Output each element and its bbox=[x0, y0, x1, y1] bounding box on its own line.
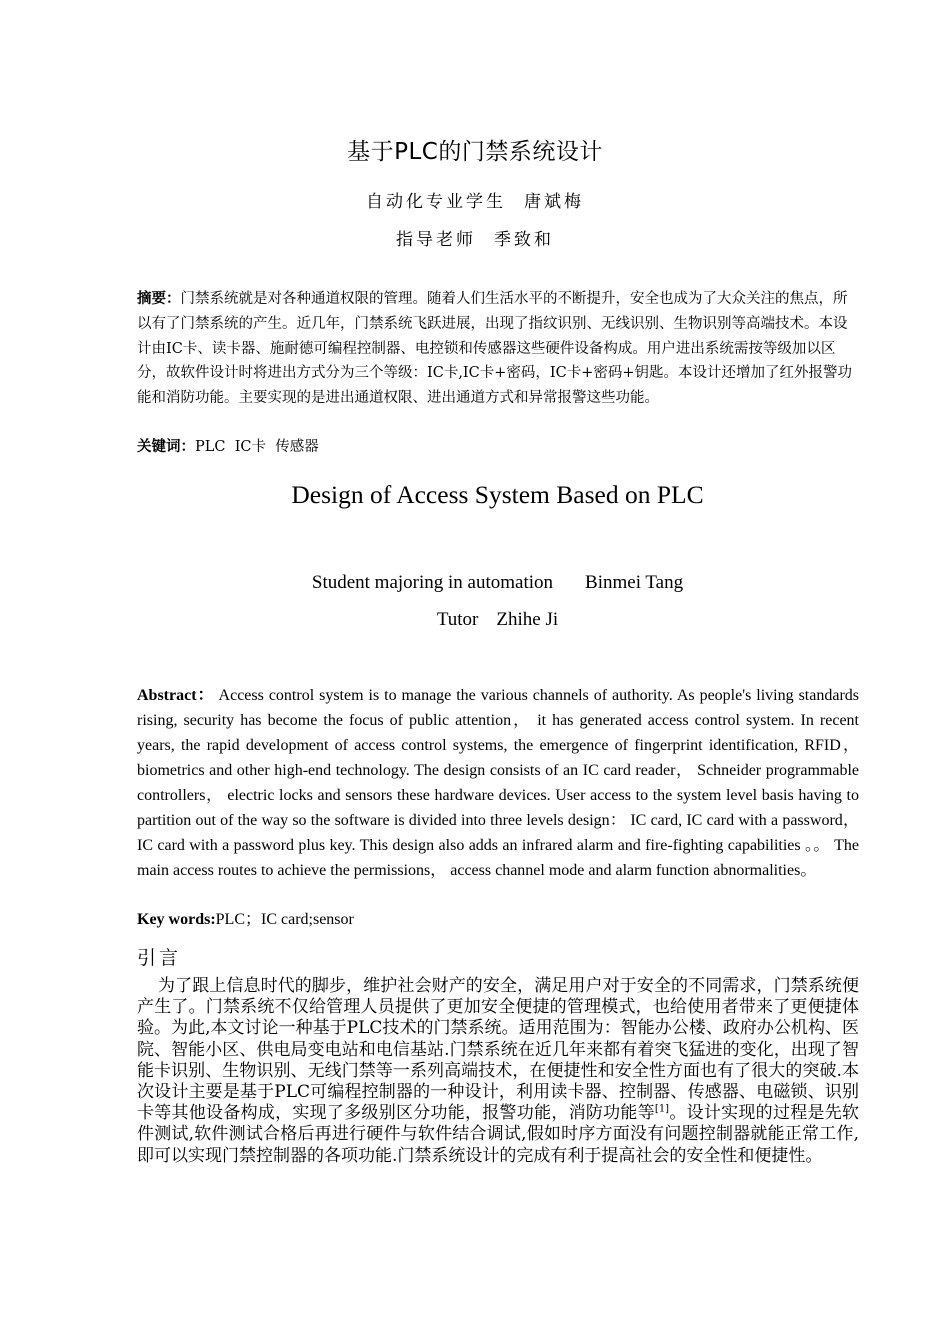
english-tutor-line bbox=[0, 609, 950, 631]
chinese-tutor-name: 季致和 bbox=[494, 230, 554, 250]
introduction-heading: 引言 bbox=[137, 947, 182, 969]
chinese-keywords bbox=[137, 435, 319, 459]
english-title: Design of Access System Based on PLC bbox=[291, 480, 704, 509]
citation-reference[interactable]: [1] bbox=[654, 1103, 670, 1115]
chinese-keywords-text: PLC IC卡 传感器 bbox=[195, 439, 319, 455]
english-author-name: Binmei Tang bbox=[585, 572, 684, 593]
english-abstract bbox=[137, 683, 859, 883]
english-author-line bbox=[0, 572, 950, 594]
chinese-abstract bbox=[137, 287, 859, 411]
chinese-abstract-text: 门禁系统就是对各种通道权限的管理。随着人们生活水平的不断提升，安全也成为了大众关注的焦点，所以有了门禁系统的产生。近几年，门禁系统飞跃进展，出现了指纹识别、无线识别、生物识别等高端技术。本设计由IC卡、读卡器、施耐德可编程控制器、电控锁和传感器这些硬件设备构成。用户进出系统需按等级加以区分，故软件设计时将进出方式分为三个等级：IC卡,IC卡+密码，IC卡+密码+钥匙。本设计还增加了红外报警功能和消防功能。主要实现的是进出通道权限、进出通道方式和异常报警这些功能。 bbox=[137, 291, 853, 407]
chinese-author-role: 自动化专业学生 bbox=[366, 192, 506, 212]
introduction-text-part1: 为了跟上信息时代的脚步，维护社会财产的安全，满足用户对于安全的不同需求，门禁系统便产生了。门禁系统不仅给管理人员提供了更加安全便捷的管理模式，也给使用者带来了更便捷体验。为此,本文讨论一种基于PLC技术的门禁系统。适用范围为：智能办公楼、政府办公机构、医院、智能小区、供电局变电站和电信基站.门禁系统在近几年来都有着突飞猛进的变化，出现了智能卡识别、生物识别、无线门禁等一系列高端技术，在便捷性和安全性方面也有了很大的突破.本次设计主要是基于PLC可编程控制器的一种设计，利用读卡器、控制器、传感器、电磁锁、识别卡等其他设备构成，实现了多级别区分功能，报警功能，消防功能等 bbox=[137, 976, 859, 1124]
chinese-tutor-line bbox=[0, 225, 950, 250]
introduction-body bbox=[137, 976, 859, 1167]
english-author-role: Student majoring in automation bbox=[311, 572, 554, 593]
english-abstract-label: Abstract： bbox=[137, 687, 215, 704]
chinese-title: 基于PLC的门禁系统设计 bbox=[347, 139, 603, 165]
english-keywords-label: Key words: bbox=[137, 911, 216, 928]
english-tutor-role: Tutor bbox=[436, 609, 479, 630]
chinese-abstract-label: 摘要： bbox=[137, 290, 181, 307]
chinese-keywords-label: 关键词： bbox=[137, 438, 195, 455]
chinese-tutor-role: 指导老师 bbox=[396, 230, 476, 250]
english-keywords-text: PLC；IC card;sensor bbox=[215, 911, 354, 928]
english-abstract-text: Access control system is to manage the various channels of authority. As people's living standards rising, security has become the focus of public attention， it has generated access control system. In recent years, the rapid development of access control systems, the emergence of fingerprint identification, RFID， biometrics and other high-end technology. The design consists of an IC card reader， Schneider programmable controllers， electric locks and sensors these hardware devices. User access to the system level basis having to partition out of the way so the software is divided into three levels design： IC card, IC card with a password， IC card with a password plus key. This design also adds an infrared alarm and fire-fighting capabilities 。。 The main access routes to achieve the permissions， access channel mode and alarm function abnormalities。 bbox=[137, 687, 860, 879]
english-keywords bbox=[137, 907, 354, 932]
chinese-author-line bbox=[0, 187, 950, 212]
chinese-author-name: 唐斌梅 bbox=[524, 192, 584, 212]
introduction-text-part2: 。设计实现的过程是先软件测试,软件测试合格后再进行硬件与软件结合调试,假如时序方面没有问题控制器就能正常工作,即可以实现门禁控制器的各项功能.门禁系统设计的完成有利于提高社会的安全性和便捷性。 bbox=[137, 1103, 859, 1166]
english-tutor-name: Zhihe Ji bbox=[496, 609, 559, 630]
